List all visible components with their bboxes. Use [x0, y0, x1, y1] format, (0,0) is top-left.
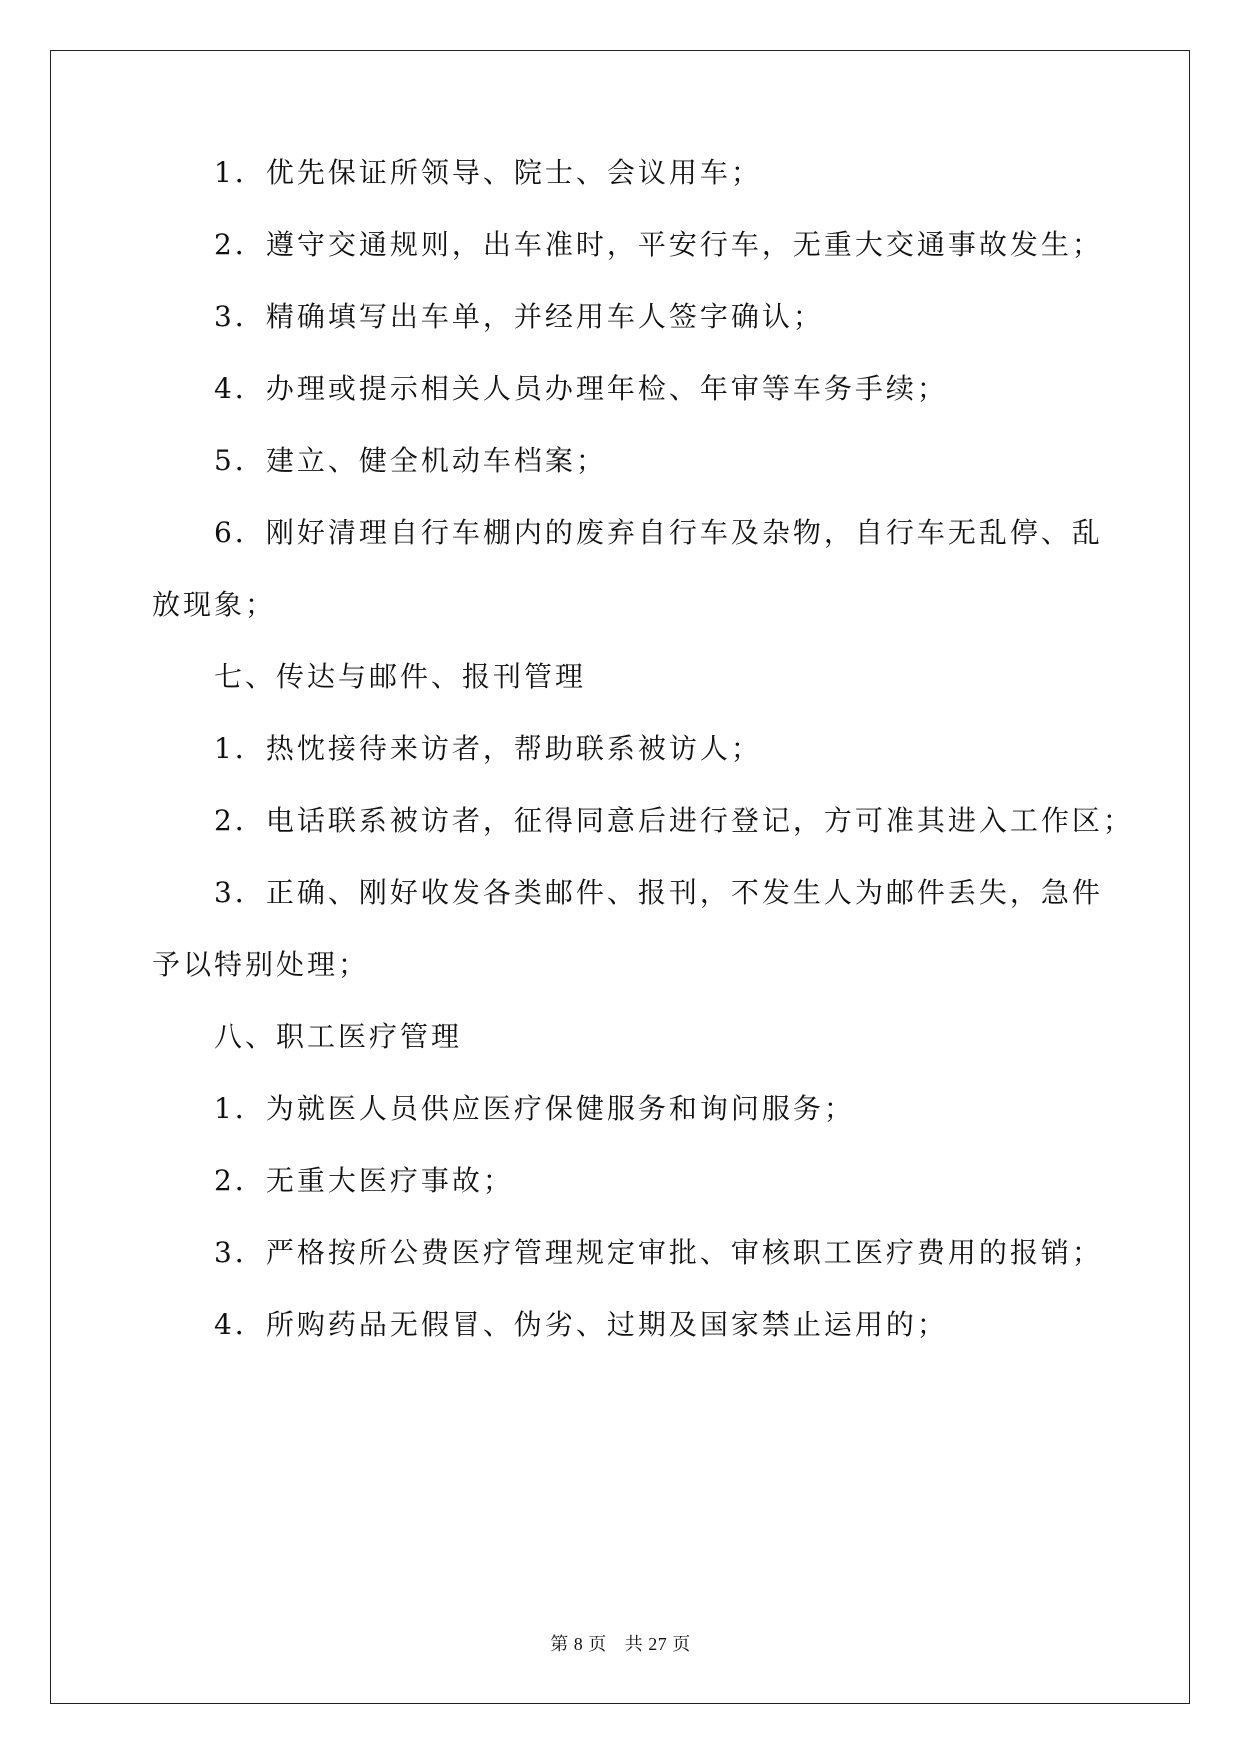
- paragraph-line: 放现象；: [152, 588, 277, 621]
- paragraph-line: 2．遵守交通规则，出车准时，平安行车，无重大交通事故发生；: [214, 228, 1103, 261]
- paragraph-line: 3．正确、刚好收发各类邮件、报刊，不发生人为邮件丢失，急件: [214, 876, 1103, 909]
- page-number: 第 8 页: [550, 1634, 607, 1654]
- paragraph-line: 予以特别处理；: [152, 948, 370, 981]
- paragraph-line: 1．优先保证所领导、院士、会议用车；: [214, 156, 762, 189]
- page-footer: [0, 1630, 1241, 1656]
- paragraph-line: 1．为就医人员供应医疗保健服务和询问服务；: [214, 1092, 855, 1125]
- paragraph-line: 3．精确填写出车单，并经用车人签字确认；: [214, 300, 824, 333]
- paragraph-line: 4．所购药品无假冒、伪劣、过期及国家禁止运用的；: [214, 1308, 948, 1341]
- paragraph-line: 6．刚好清理自行车棚内的废弃自行车及杂物，自行车无乱停、乱: [214, 516, 1103, 549]
- paragraph-line: 3．严格按所公费医疗管理规定审批、审核职工医疗费用的报销；: [214, 1236, 1103, 1269]
- section-heading: 七、传达与邮件、报刊管理: [214, 660, 587, 693]
- paragraph-line: 2．无重大医疗事故；: [214, 1164, 514, 1197]
- paragraph-line: 5．建立、健全机动车档案；: [214, 444, 607, 477]
- paragraph-line: 2．电话联系被访者，征得同意后进行登记，方可准其进入工作区；: [214, 804, 1134, 837]
- paragraph-line: 1．热忱接待来访者，帮助联系被访人；: [214, 732, 762, 765]
- section-heading: 八、职工医疗管理: [214, 1020, 463, 1053]
- page-total: 共 27 页: [624, 1634, 691, 1654]
- paragraph-line: 4．办理或提示相关人员办理年检、年审等车务手续；: [214, 372, 948, 405]
